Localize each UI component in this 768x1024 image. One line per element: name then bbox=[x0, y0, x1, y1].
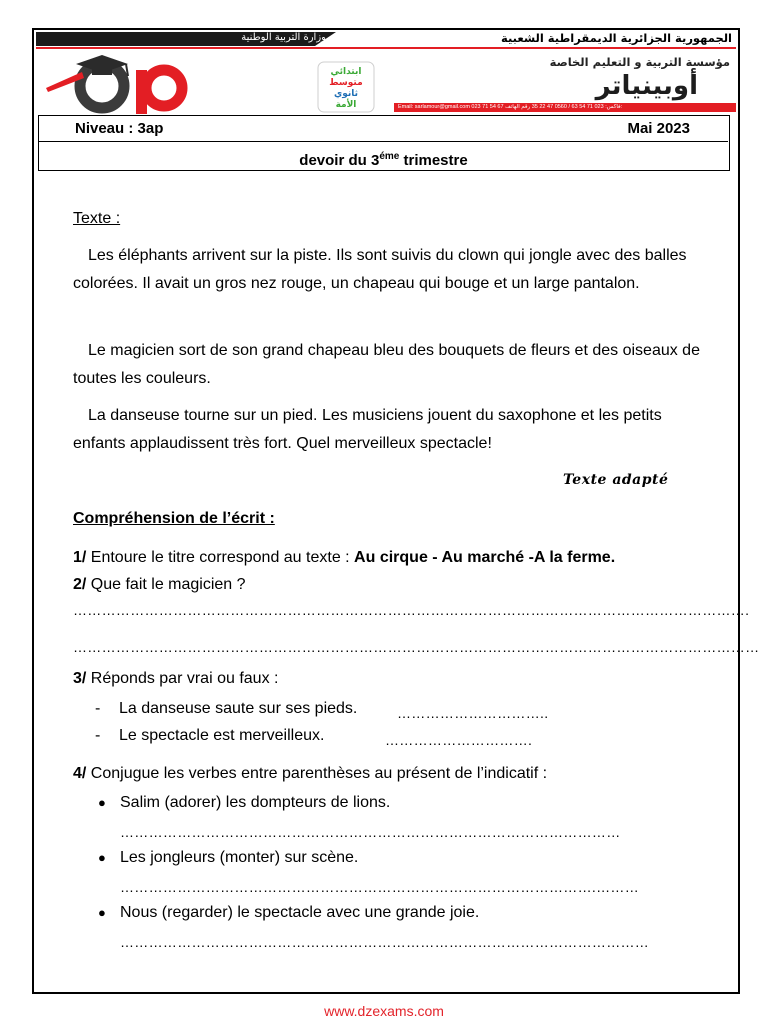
conjugation-item-2 bbox=[98, 846, 358, 870]
dash-marker: - bbox=[95, 700, 101, 717]
question-3-text: Réponds par vrai ou faux : bbox=[86, 670, 279, 687]
ministry-title-ar: وزارة التربية الوطنية bbox=[241, 32, 326, 43]
question-1 bbox=[73, 546, 615, 570]
badge-line-3: ثانوي bbox=[333, 89, 359, 99]
conjugation-answer-3[interactable]: ………………………………………………………………………………………………… bbox=[120, 934, 650, 950]
info-top-row bbox=[39, 116, 728, 142]
bullet-icon: ● bbox=[98, 795, 106, 810]
exam-title-sup: éme bbox=[379, 151, 400, 162]
question-2 bbox=[73, 573, 246, 597]
level-label: Niveau : 3ap bbox=[75, 120, 164, 137]
question-1-options: Au cirque - Au marché -A la ferme. bbox=[354, 549, 616, 566]
badge-line-2: متوسط bbox=[329, 78, 363, 88]
brand-name-ar: أوبينياتر bbox=[595, 71, 698, 101]
exam-title-suffix: trimestre bbox=[399, 152, 468, 169]
conjugation-answer-2[interactable]: ……………………………………………………………………………………….……… bbox=[120, 879, 639, 895]
question-4-number: 4/ bbox=[73, 765, 87, 782]
badge-line-4: الأمة bbox=[335, 100, 357, 110]
text-paragraph-2: Le magicien sort de son grand chapeau bleu des bouquets de fleurs et des oiseaux de toutes les couleurs. bbox=[73, 342, 700, 387]
contact-info: Email: sarlamour@gmail.com 023 71 54 67 فاكس: 023 71 54 63 / 0560 47 22 35 رقم الهاتف: bbox=[398, 104, 623, 110]
text-paragraph-1: Les éléphants arrivent sur la piste. Ils sont suivis du clown qui jongle avec des balles colorées. Il avait un gros nez rouge, un chapeau qui bouge et un large pantalon. bbox=[73, 247, 687, 292]
bullet-icon: ● bbox=[98, 850, 106, 865]
conjugation-item-3 bbox=[98, 901, 479, 925]
question-3 bbox=[73, 667, 278, 691]
conjugation-item-1 bbox=[98, 791, 390, 815]
conjugation-item-1-text: Salim (adorer) les dompteurs de lions. bbox=[120, 794, 391, 811]
question-4-text: Conjugue les verbes entre parenthèses au présent de l’indicatif : bbox=[86, 765, 548, 782]
true-false-item-2-text: Le spectacle est merveilleux. bbox=[119, 727, 325, 744]
question-2-number: 2/ bbox=[73, 576, 87, 593]
exam-date: Mai 2023 bbox=[627, 120, 690, 137]
true-false-answer-2[interactable]: …………………………. bbox=[385, 732, 533, 748]
text-label: Texte : bbox=[73, 210, 121, 227]
answer-line-2a[interactable]: ……………………………………………………………………………………………………………………………. bbox=[73, 602, 750, 618]
answer-line-2b[interactable]: ……………………………………………………………………………………………………………………………… bbox=[73, 639, 760, 655]
exam-title bbox=[39, 147, 728, 171]
text-paragraph-3: La danseuse tourne sur un pied. Les musiciens jouent du saxophone et les petits enfants applaudissent très fort. Quel merveilleux spectacle! bbox=[73, 407, 662, 452]
institution-title-ar: مؤسسة التربية و التعليم الخاصة bbox=[549, 55, 730, 69]
true-false-item-1 bbox=[95, 697, 357, 721]
comprehension-title: Compréhension de l’écrit : bbox=[73, 510, 275, 527]
conjugation-answer-1[interactable]: …………………………………………………………………………………………… bbox=[120, 824, 621, 840]
header-red-rule bbox=[36, 47, 736, 49]
exam-title-prefix: devoir du 3 bbox=[299, 152, 380, 169]
bullet-icon: ● bbox=[98, 905, 106, 920]
question-4 bbox=[73, 762, 547, 786]
op-logo bbox=[40, 52, 216, 114]
true-false-item-1-text: La danseuse saute sur ses pieds. bbox=[119, 700, 358, 717]
education-levels-badge bbox=[316, 60, 376, 114]
footer-site-link[interactable]: www.dzexams.com bbox=[324, 1003, 444, 1019]
question-1-number: 1/ bbox=[73, 549, 87, 566]
question-2-text: Que fait le magicien ? bbox=[86, 576, 246, 593]
exam-info-box bbox=[38, 115, 730, 171]
text-source: Texte adapté bbox=[563, 472, 669, 488]
dash-marker: - bbox=[95, 727, 101, 744]
question-1-text: Entoure le titre correspond au texte : bbox=[86, 549, 355, 566]
republic-title-ar: الجمهورية الجزائرية الديمقراطية الشعبية bbox=[500, 31, 732, 45]
true-false-answer-1[interactable]: ………………………….. bbox=[397, 705, 549, 721]
true-false-item-2 bbox=[95, 724, 324, 748]
question-3-number: 3/ bbox=[73, 670, 87, 687]
conjugation-item-2-text: Les jongleurs (monter) sur scène. bbox=[120, 849, 359, 866]
conjugation-item-3-text: Nous (regarder) le spectacle avec une grande joie. bbox=[120, 904, 480, 921]
badge-line-1: ابتدائي bbox=[330, 67, 362, 77]
